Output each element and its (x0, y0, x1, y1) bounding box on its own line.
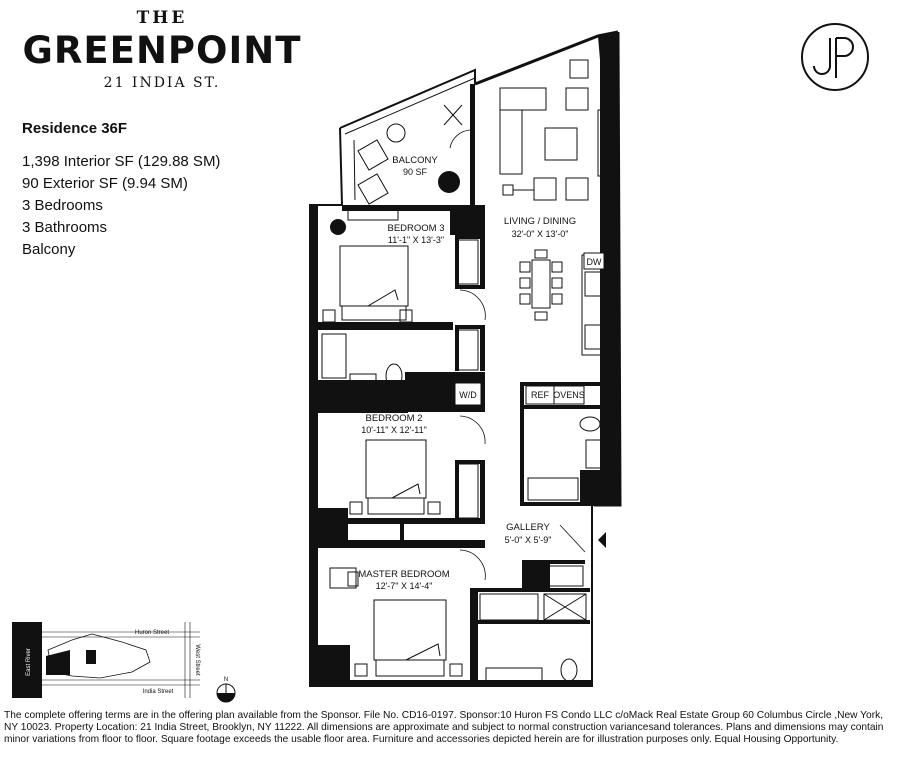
ref-label: REF (531, 390, 549, 400)
ovens-label: OVENS (553, 390, 585, 400)
wd-label: W/D (459, 390, 477, 400)
bathroom-count: 3 Bathrooms (22, 219, 108, 236)
east-river-label: East River (26, 648, 32, 676)
huron-street-label: Huron Street (134, 630, 170, 636)
living-size: 32'-0" X 13'-0" (511, 229, 569, 239)
gallery-label: GALLERY (506, 522, 550, 533)
unit-location-marker (86, 650, 96, 664)
master-size: 12'-7" X 14'-4" (375, 581, 433, 591)
bedroom2-label: BEDROOM 2 (365, 413, 423, 424)
dw-label: DW (586, 257, 602, 267)
brand-name: GREENPOINT (22, 29, 302, 72)
exterior-area: 90 Exterior SF (9.94 SM) (22, 175, 188, 192)
brand-the: THE (136, 8, 188, 28)
feature-balcony: Balcony (22, 241, 76, 258)
bedroom3-label: BEDROOM 3 (387, 223, 445, 234)
living-label: LIVING / DINING (503, 216, 577, 227)
west-street-label: West Street (194, 644, 200, 676)
balcony-size: 90 SF (402, 167, 428, 177)
interior-area: 1,398 Interior SF (129.88 SM) (22, 153, 221, 170)
brand-address: 21 INDIA ST. (103, 75, 221, 91)
disclaimer: The complete offering terms are in the offering plan available from the Sponsor. File No. CD16-0197. Sponsor:10 Huron FS Condo LLC c/oMack Real Estate Group 60 Columbus Circle ,New York, NY 10023. Property Location: 21 India Street, Brooklyn, NY 11222. All dimensions are approximate and subject to normal construction variancesand tolerances. Plans and dimensions may contain minor variations from floor to floor. Square footage exceeds the usable floor area. Furniture and accessories depicted herein are for illustration purposes only. Equal Housing Opportunity. (4, 710, 884, 745)
residence-title: Residence 36F (22, 120, 128, 137)
building-footprint (46, 650, 70, 675)
master-label: MASTER BEDROOM (358, 569, 450, 580)
north-label: N (223, 677, 229, 683)
bedroom3-size: 11'-1" X 13'-3" (387, 235, 445, 245)
bedroom-count: 3 Bedrooms (22, 197, 103, 214)
balcony-label: BALCONY (392, 155, 438, 166)
india-street-label: India Street (142, 689, 174, 695)
bedroom2-size: 10'-11" X 12'-11" (361, 425, 427, 435)
gallery-size: 5'-0" X 5'-9" (504, 535, 552, 545)
